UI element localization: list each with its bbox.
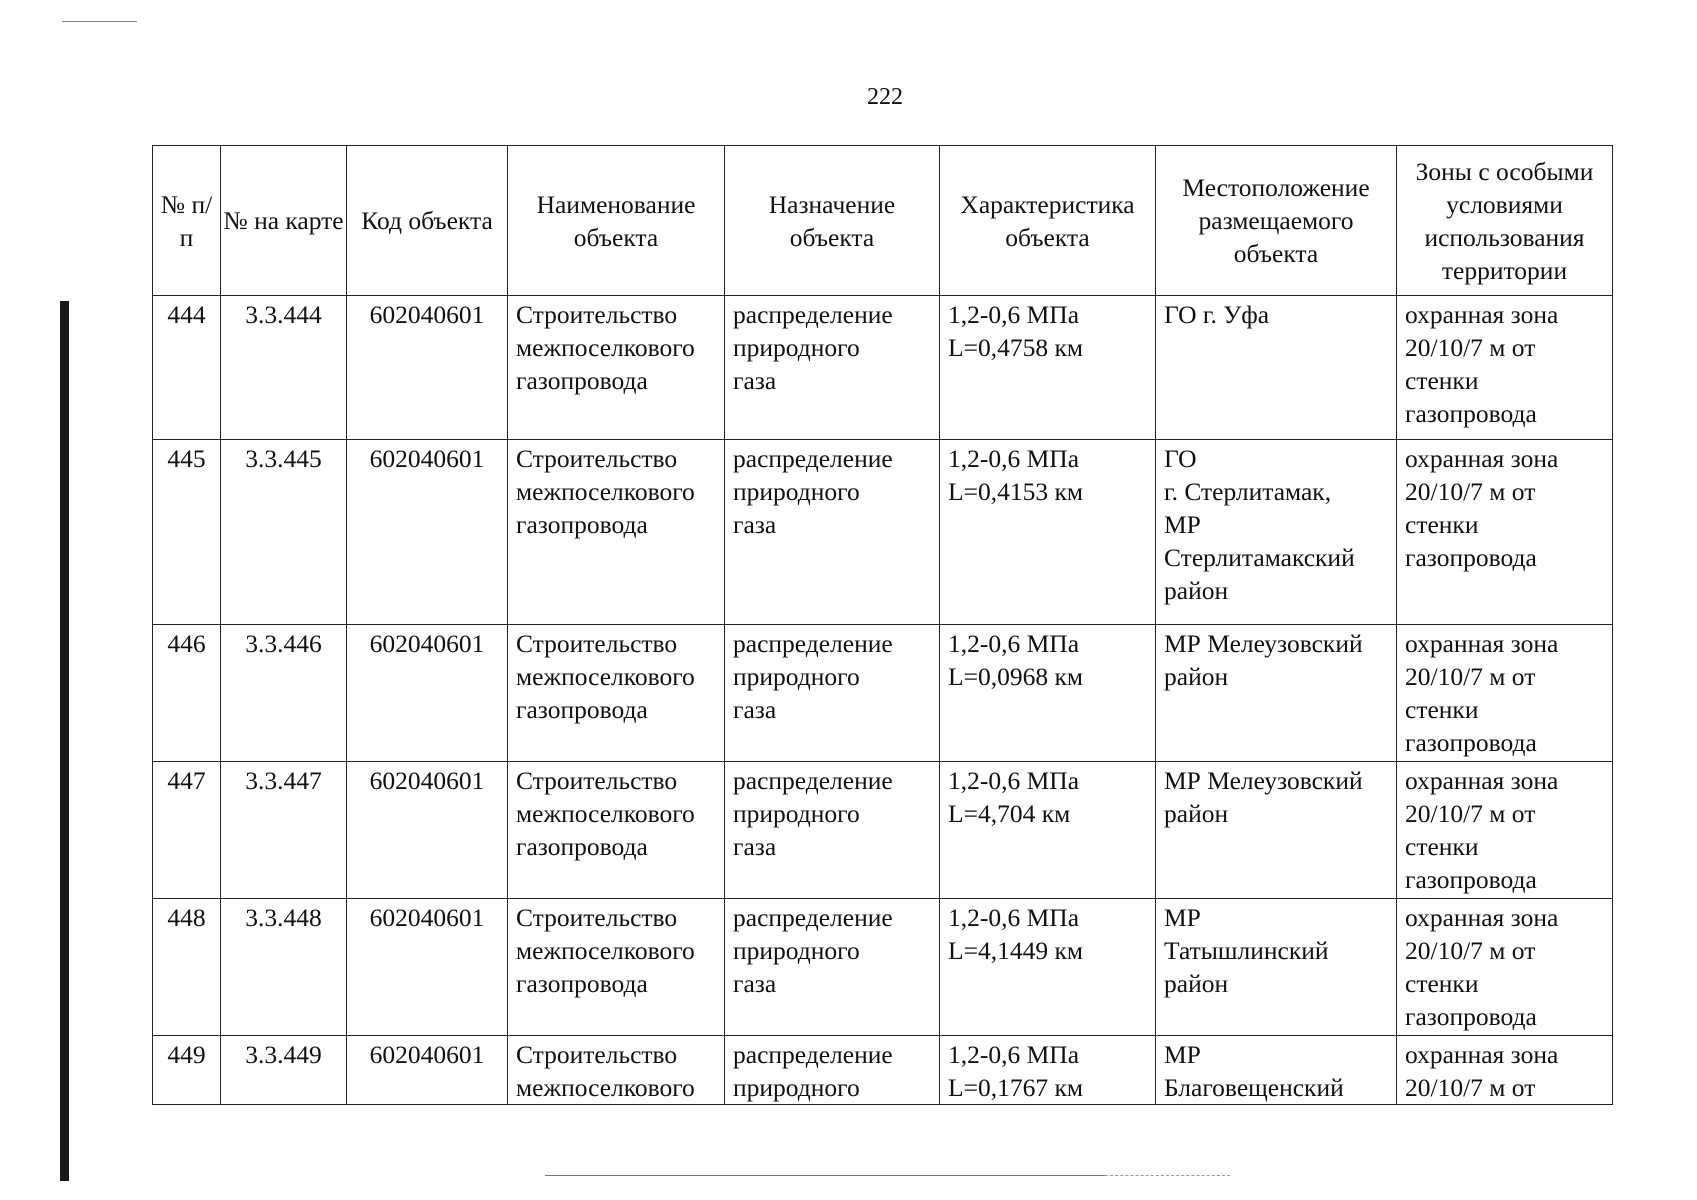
cell-name: Строительство межпоселкового <box>508 1036 725 1105</box>
cell-code: 602040601 <box>347 440 508 625</box>
cell-num: 449 <box>153 1036 221 1105</box>
header-map-no: № на карте <box>221 146 347 296</box>
table-row <box>153 762 1613 899</box>
cell-code: 602040601 <box>347 1036 508 1105</box>
cell-num: 446 <box>153 625 221 762</box>
cell-purpose: распределение природного газа <box>725 440 940 625</box>
cell-map-no: 3.3.447 <box>221 762 347 899</box>
cell-name: Строительство межпоселкового газопровода <box>508 296 725 440</box>
header-name: Наименование объекта <box>508 146 725 296</box>
cell-location: МР Татышлинский район <box>1156 899 1397 1036</box>
cell-purpose: распределение природного газа <box>725 625 940 762</box>
cell-map-no: 3.3.449 <box>221 1036 347 1105</box>
header-characteristic: Характеристика объекта <box>940 146 1156 296</box>
bottom-dash-rule <box>1105 1175 1230 1176</box>
cell-name: Строительство межпоселкового газопровода <box>508 625 725 762</box>
header-num: № п/п <box>153 146 221 296</box>
table-row <box>153 1036 1613 1105</box>
header-purpose: Назначение объекта <box>725 146 940 296</box>
cell-characteristic: 1,2-0,6 МПа L=0,1767 км <box>940 1036 1156 1105</box>
cell-characteristic: 1,2-0,6 МПа L=4,704 км <box>940 762 1156 899</box>
table-row <box>153 440 1613 625</box>
cell-name: Строительство межпоселкового газопровода <box>508 440 725 625</box>
cell-characteristic: 1,2-0,6 МПа L=0,4758 км <box>940 296 1156 440</box>
table-row <box>153 625 1613 762</box>
cell-zone: охранная зона 20/10/7 м от стенки газопровода <box>1397 440 1613 625</box>
cell-code: 602040601 <box>347 625 508 762</box>
header-code: Код объекта <box>347 146 508 296</box>
table-header-row <box>153 146 1613 296</box>
cell-purpose: распределение природного <box>725 1036 940 1105</box>
cell-characteristic: 1,2-0,6 МПа L=0,0968 км <box>940 625 1156 762</box>
cell-location: МР Благовещенский <box>1156 1036 1397 1105</box>
cell-zone: охранная зона 20/10/7 м от стенки газопровода <box>1397 762 1613 899</box>
cell-map-no: 3.3.445 <box>221 440 347 625</box>
cell-code: 602040601 <box>347 899 508 1036</box>
cell-num: 447 <box>153 762 221 899</box>
table-row <box>153 296 1613 440</box>
cell-location: МР Мелеузовский район <box>1156 625 1397 762</box>
cell-characteristic: 1,2-0,6 МПа L=0,4153 км <box>940 440 1156 625</box>
scan-edge-bar <box>60 301 69 1181</box>
cell-map-no: 3.3.446 <box>221 625 347 762</box>
cell-purpose: распределение природного газа <box>725 899 940 1036</box>
cell-location: ГО г. Стерлитамак, МР Стерлитамакский район <box>1156 440 1397 625</box>
cell-num: 445 <box>153 440 221 625</box>
cell-name: Строительство межпоселкового газопровода <box>508 762 725 899</box>
cell-map-no: 3.3.444 <box>221 296 347 440</box>
cell-num: 448 <box>153 899 221 1036</box>
cell-location: ГО г. Уфа <box>1156 296 1397 440</box>
cell-code: 602040601 <box>347 762 508 899</box>
cell-map-no: 3.3.448 <box>221 899 347 1036</box>
header-zone: Зоны с особыми условиями использования территории <box>1397 146 1613 296</box>
cell-name: Строительство межпоселкового газопровода <box>508 899 725 1036</box>
cell-zone: охранная зона 20/10/7 м от стенки газопровода <box>1397 296 1613 440</box>
top-rule <box>62 21 137 22</box>
page-number: 222 <box>867 84 903 110</box>
cell-num: 444 <box>153 296 221 440</box>
cell-zone: охранная зона 20/10/7 м от <box>1397 1036 1613 1105</box>
cell-purpose: распределение природного газа <box>725 296 940 440</box>
bottom-rule <box>545 1175 1105 1176</box>
cell-purpose: распределение природного газа <box>725 762 940 899</box>
objects-table <box>152 145 1613 1105</box>
cell-zone: охранная зона 20/10/7 м от стенки газопровода <box>1397 899 1613 1036</box>
cell-characteristic: 1,2-0,6 МПа L=4,1449 км <box>940 899 1156 1036</box>
cell-zone: охранная зона 20/10/7 м от стенки газопровода <box>1397 625 1613 762</box>
table-row <box>153 899 1613 1036</box>
header-location: Местоположение размещаемого объекта <box>1156 146 1397 296</box>
cell-location: МР Мелеузовский район <box>1156 762 1397 899</box>
cell-code: 602040601 <box>347 296 508 440</box>
